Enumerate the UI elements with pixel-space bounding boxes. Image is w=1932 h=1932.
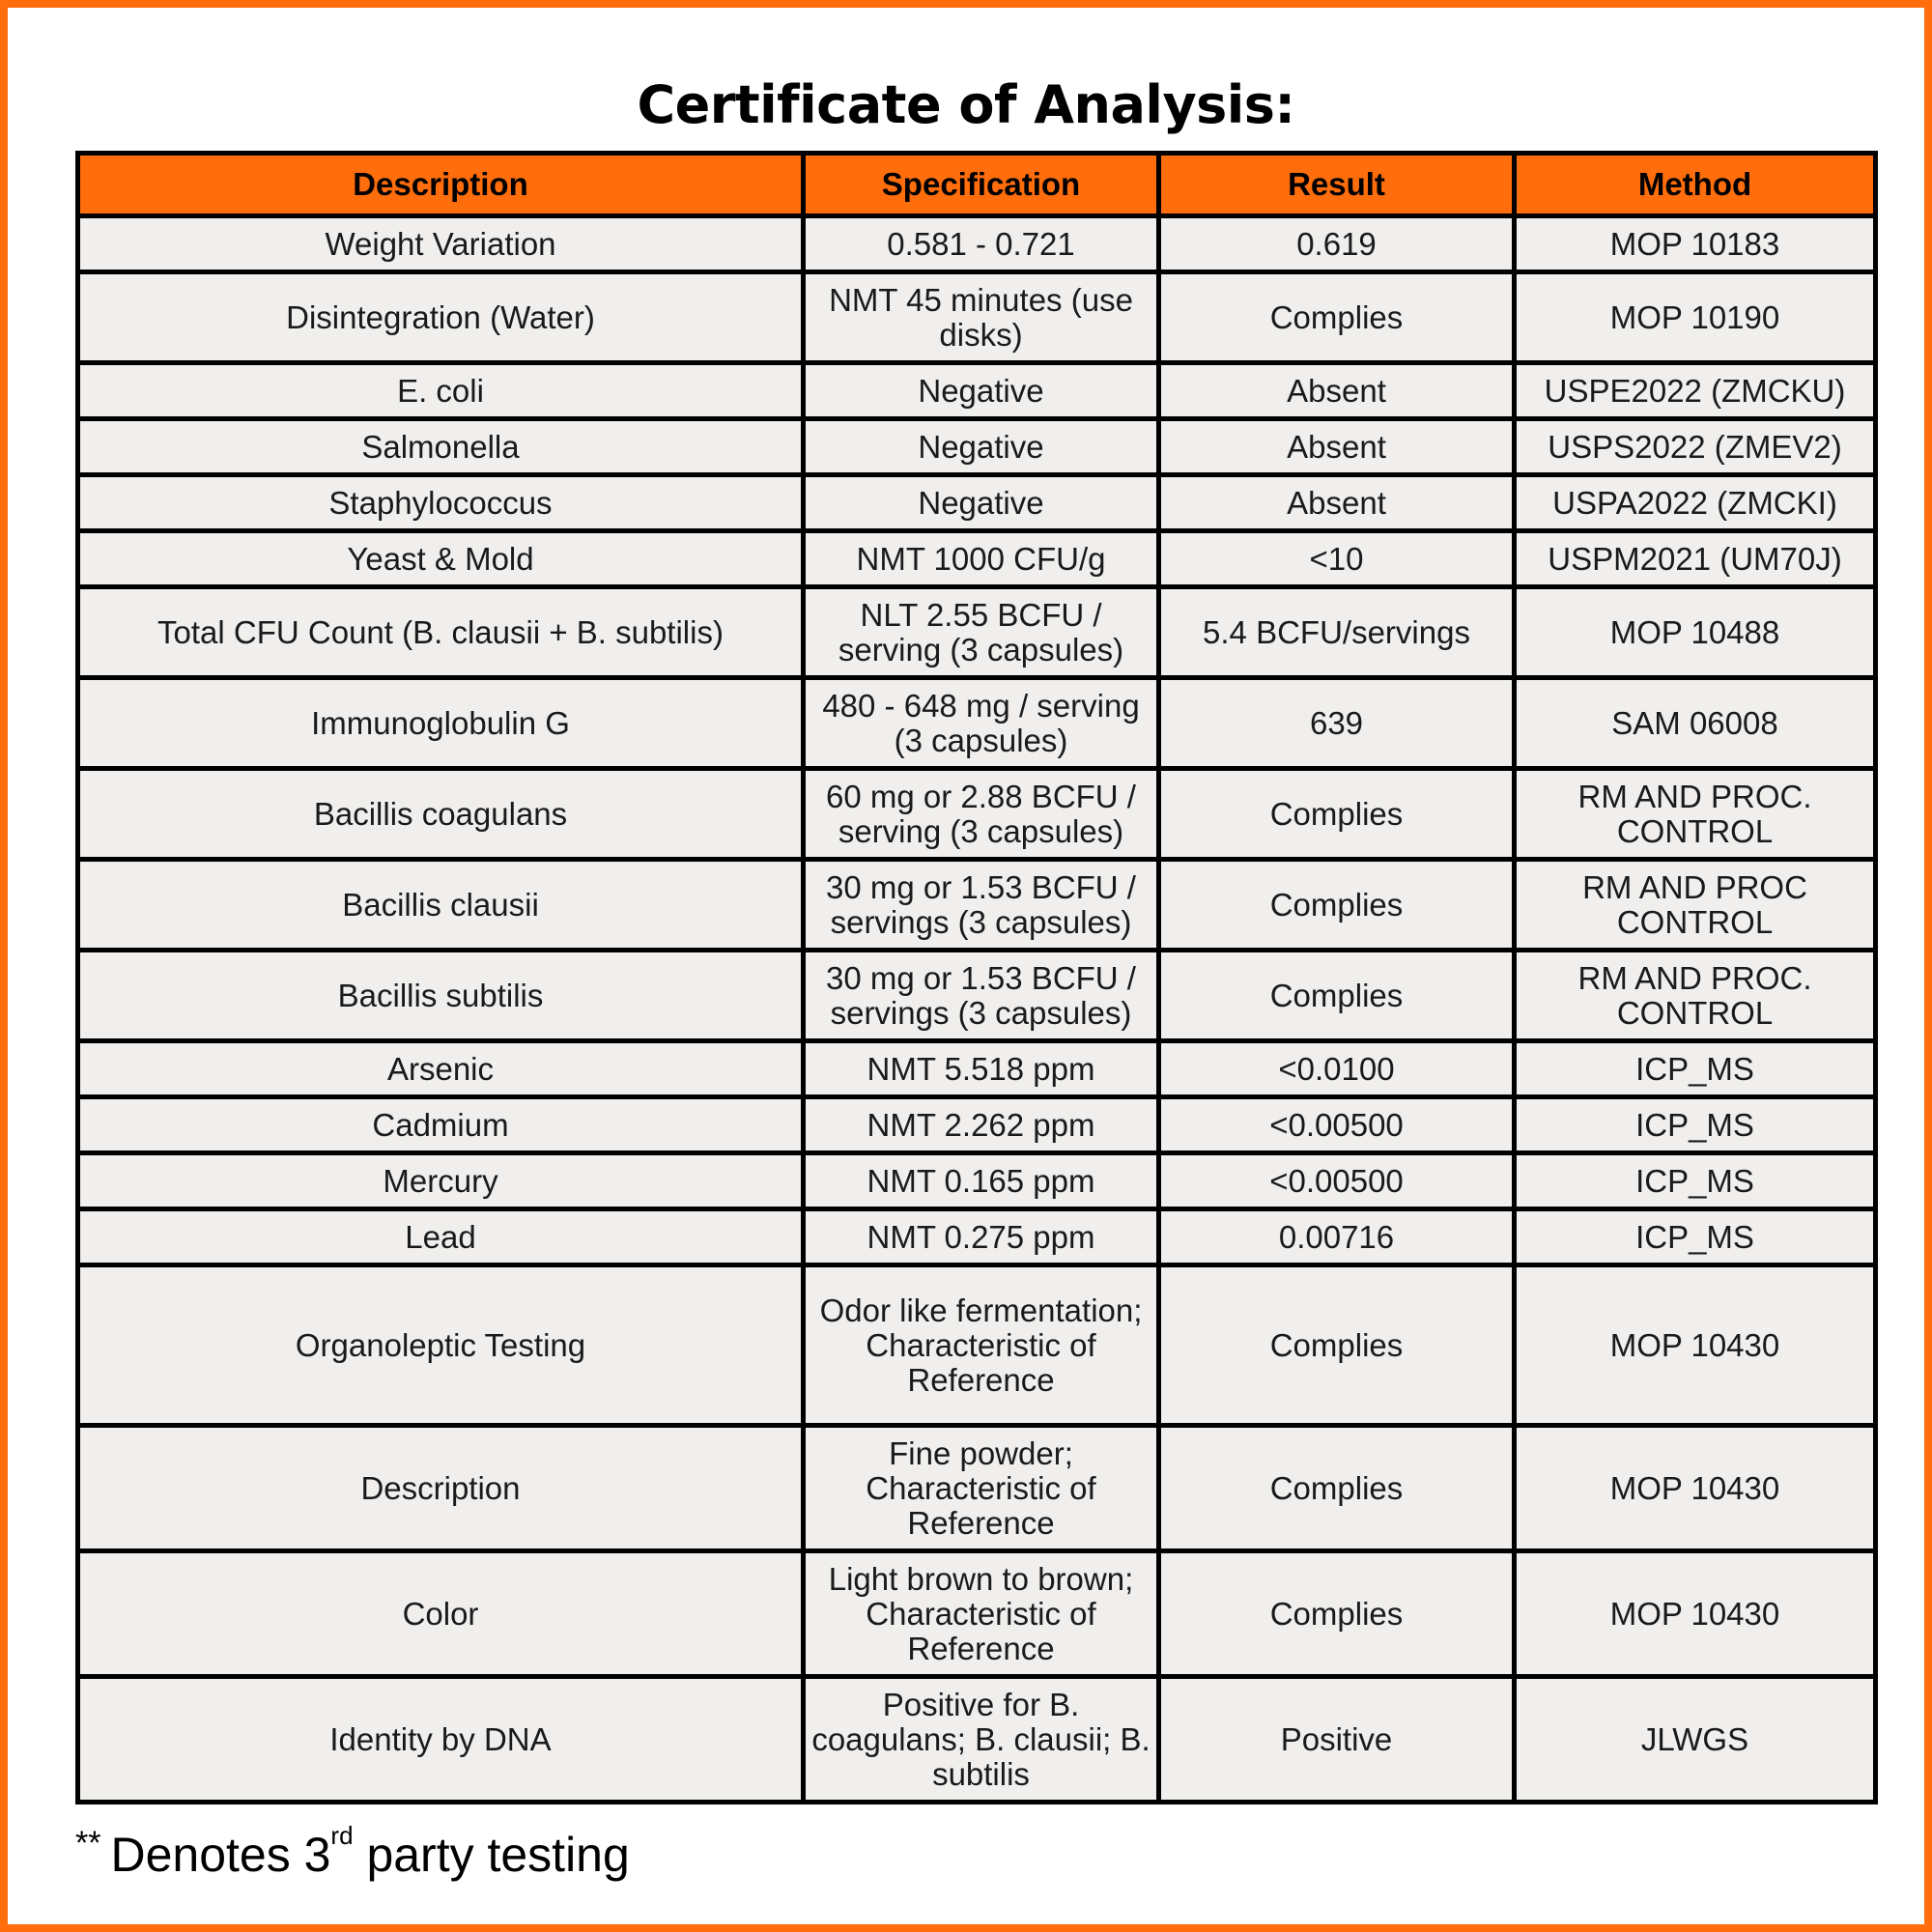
cell-description: Description	[78, 1426, 804, 1551]
cell-specification: Negative	[804, 475, 1159, 531]
cell-description: Bacillis coagulans	[78, 769, 804, 860]
cell-specification: Negative	[804, 363, 1159, 419]
table-row	[78, 1551, 1876, 1677]
cell-method: ICP_MS	[1515, 1041, 1876, 1097]
cell-specification: Positive for B. coagulans; B. clausii; B. subtilis	[804, 1677, 1159, 1803]
cell-result: Complies	[1159, 951, 1515, 1041]
cell-method: ICP_MS	[1515, 1209, 1876, 1265]
cell-specification: 480 - 648 mg / serving (3 capsules)	[804, 678, 1159, 769]
cell-description: Bacillis clausii	[78, 860, 804, 951]
cell-specification: NMT 2.262 ppm	[804, 1097, 1159, 1153]
cell-result: Complies	[1159, 769, 1515, 860]
cell-description: Immunoglobulin G	[78, 678, 804, 769]
table-row	[78, 1265, 1876, 1426]
cell-method: MOP 10488	[1515, 587, 1876, 678]
cell-result: Complies	[1159, 1426, 1515, 1551]
footnote-text-after: party testing	[366, 1828, 630, 1882]
cell-method: ICP_MS	[1515, 1097, 1876, 1153]
cell-specification: NMT 1000 CFU/g	[804, 531, 1159, 587]
cell-method: ICP_MS	[1515, 1153, 1876, 1209]
table-row	[78, 216, 1876, 272]
table-row	[78, 587, 1876, 678]
cell-result: 0.619	[1159, 216, 1515, 272]
cell-description: Total CFU Count (B. clausii + B. subtilis)	[78, 587, 804, 678]
cell-specification: 0.581 - 0.721	[804, 216, 1159, 272]
footnote-superscript: rd	[330, 1821, 354, 1850]
analysis-table	[75, 151, 1878, 1804]
table-row	[78, 531, 1876, 587]
cell-specification: NMT 5.518 ppm	[804, 1041, 1159, 1097]
table-header-row	[78, 154, 1876, 216]
cell-method: MOP 10190	[1515, 272, 1876, 363]
cell-description: E. coli	[78, 363, 804, 419]
cell-method: RM AND PROC. CONTROL	[1515, 951, 1876, 1041]
cell-method: SAM 06008	[1515, 678, 1876, 769]
cell-specification: 30 mg or 1.53 BCFU / servings (3 capsules)	[804, 951, 1159, 1041]
table-row	[78, 860, 1876, 951]
cell-specification: Light brown to brown; Characteristic of Reference	[804, 1551, 1159, 1677]
cell-result: Absent	[1159, 419, 1515, 475]
cell-result: 639	[1159, 678, 1515, 769]
cell-method: JLWGS	[1515, 1677, 1876, 1803]
cell-method: RM AND PROC. CONTROL	[1515, 769, 1876, 860]
cell-description: Cadmium	[78, 1097, 804, 1153]
footnote-text-before: Denotes 3	[110, 1828, 331, 1882]
cell-result: Complies	[1159, 272, 1515, 363]
cell-specification: Odor like fermentation; Characteristic of Reference	[804, 1265, 1159, 1426]
cell-specification: NMT 0.275 ppm	[804, 1209, 1159, 1265]
cell-specification: 60 mg or 2.88 BCFU / serving (3 capsules)	[804, 769, 1159, 860]
cell-specification: NMT 0.165 ppm	[804, 1153, 1159, 1209]
table-row	[78, 475, 1876, 531]
cell-result: Complies	[1159, 860, 1515, 951]
table-row	[78, 1209, 1876, 1265]
cell-description: Mercury	[78, 1153, 804, 1209]
header-method: Method	[1515, 154, 1876, 216]
cell-method: RM AND PROC CONTROL	[1515, 860, 1876, 951]
footnote-stars: **	[75, 1825, 101, 1861]
cell-description: Identity by DNA	[78, 1677, 804, 1803]
cell-description: Weight Variation	[78, 216, 804, 272]
cell-result: <10	[1159, 531, 1515, 587]
cell-specification: Negative	[804, 419, 1159, 475]
table-row	[78, 272, 1876, 363]
cell-specification: 30 mg or 1.53 BCFU / servings (3 capsules)	[804, 860, 1159, 951]
table-row	[78, 363, 1876, 419]
cell-result: Complies	[1159, 1265, 1515, 1426]
cell-specification: NLT 2.55 BCFU / serving (3 capsules)	[804, 587, 1159, 678]
header-description: Description	[78, 154, 804, 216]
cell-result: <0.00500	[1159, 1097, 1515, 1153]
cell-result: Absent	[1159, 475, 1515, 531]
header-result: Result	[1159, 154, 1515, 216]
cell-result: Complies	[1159, 1551, 1515, 1677]
cell-method: USPA2022 (ZMCKI)	[1515, 475, 1876, 531]
cell-description: Lead	[78, 1209, 804, 1265]
third-party-footnote	[75, 1814, 630, 1884]
cell-method: MOP 10183	[1515, 216, 1876, 272]
cell-result: Positive	[1159, 1677, 1515, 1803]
cell-description: Arsenic	[78, 1041, 804, 1097]
cell-description: Staphylococcus	[78, 475, 804, 531]
cell-result: 5.4 BCFU/servings	[1159, 587, 1515, 678]
cell-method: MOP 10430	[1515, 1426, 1876, 1551]
table-row	[78, 678, 1876, 769]
table-row	[78, 1677, 1876, 1803]
cell-method: MOP 10430	[1515, 1551, 1876, 1677]
table-row	[78, 1041, 1876, 1097]
cell-result: <0.00500	[1159, 1153, 1515, 1209]
cell-specification: Fine powder; Characteristic of Reference	[804, 1426, 1159, 1551]
cell-description: Color	[78, 1551, 804, 1677]
cell-result: 0.00716	[1159, 1209, 1515, 1265]
table-row	[78, 1097, 1876, 1153]
cell-method: MOP 10430	[1515, 1265, 1876, 1426]
cell-description: Organoleptic Testing	[78, 1265, 804, 1426]
cell-description: Disintegration (Water)	[78, 272, 804, 363]
cell-result: <0.0100	[1159, 1041, 1515, 1097]
cell-result: Absent	[1159, 363, 1515, 419]
cell-specification: NMT 45 minutes (use disks)	[804, 272, 1159, 363]
cell-method: USPE2022 (ZMCKU)	[1515, 363, 1876, 419]
cell-method: USPM2021 (UM70J)	[1515, 531, 1876, 587]
cell-description: Salmonella	[78, 419, 804, 475]
cell-description: Bacillis subtilis	[78, 951, 804, 1041]
table-row	[78, 769, 1876, 860]
table-row	[78, 419, 1876, 475]
cell-description: Yeast & Mold	[78, 531, 804, 587]
table-row	[78, 951, 1876, 1041]
cell-method: USPS2022 (ZMEV2)	[1515, 419, 1876, 475]
table-row	[78, 1426, 1876, 1551]
header-specification: Specification	[804, 154, 1159, 216]
table-row	[78, 1153, 1876, 1209]
page-title: Certificate of Analysis:	[637, 74, 1295, 135]
